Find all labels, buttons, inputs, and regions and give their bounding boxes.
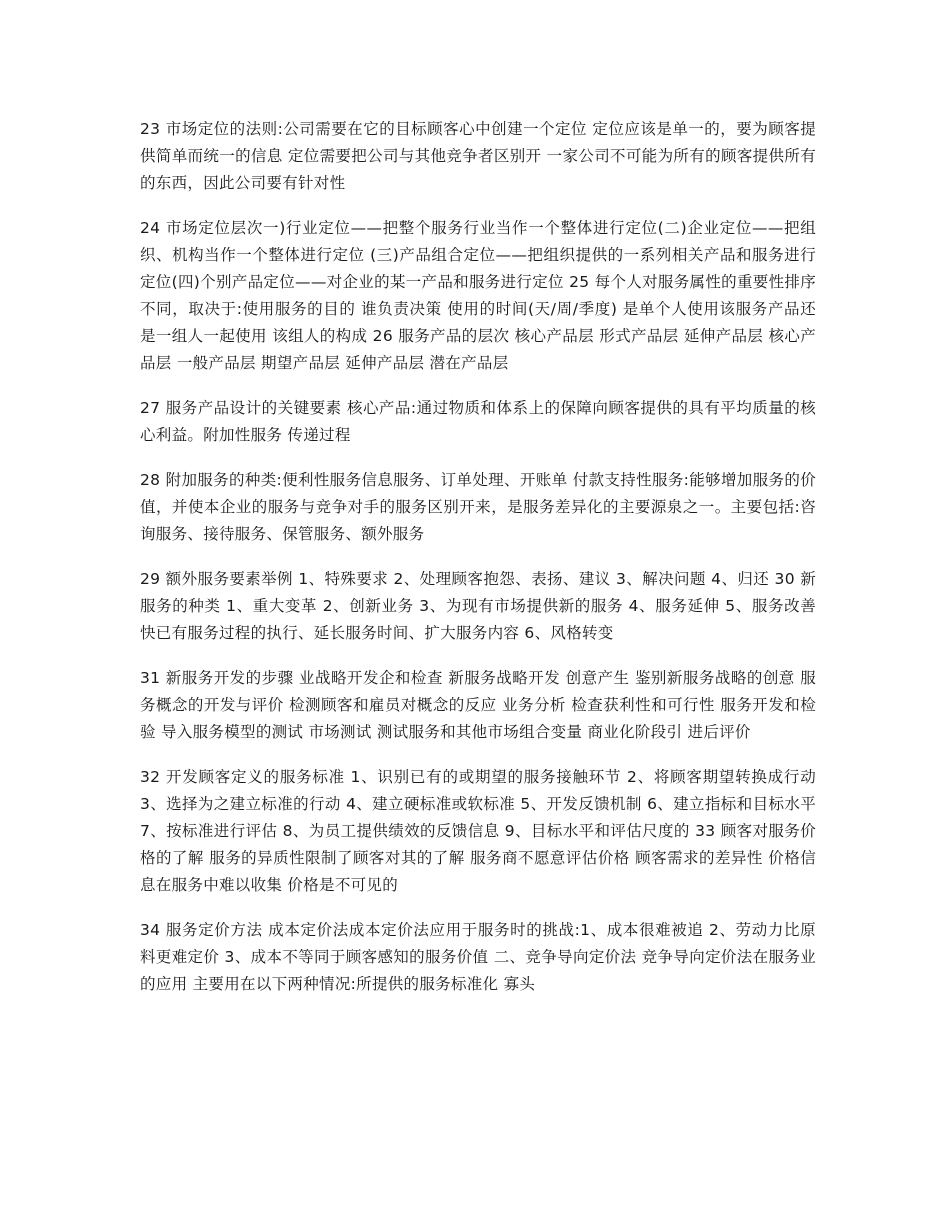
paragraph-29: 29 额外服务要素举例 1、特殊要求 2、处理顾客抱怨、表扬、建议 3、解决问题 4、归还 30 新服务的种类 1、重大变革 2、创新业务 3、为现有市场提供新的服务 4、服务延伸 5、服务改善快已有服务过程的执行、延长服务时间、扩大服务内容 6、风格转变 bbox=[140, 570, 816, 642]
paragraph-27: 27 服务产品设计的关键要素 核心产品:通过物质和体系上的保障向顾客提供的具有平均质量的核心利益。附加性服务 传递过程 bbox=[140, 399, 816, 444]
paragraph-24: 24 市场定位层次一)行业定位——把整个服务行业当作一个整体进行定位(二)企业定位——把组织、机构当作一个整体进行定位 (三)产品组合定位——把组织提供的一系列相关产品和服务进行定位(四)个别产品定位——对企业的某一产品和服务进行定位 25 每个人对服务属性的重要性排序不同，取决于:使用服务的目的 谁负责决策 使用的时间(天/周/季度) 是单个人使用该服务产品还是一组人一起使用 该组人的构成 26 服务产品的层次 核心产品层 形式产品层 延伸产品层 核心产品层 一般产品层 期望产品层 延伸产品层 潜在产品层 bbox=[140, 219, 816, 372]
paragraph-32: 32 开发顾客定义的服务标准 1、识别已有的或期望的服务接触环节 2、将顾客期望转换成行动 3、选择为之建立标准的行动 4、建立硬标准或软标准 5、开发反馈机制 6、建立指标和目标水平 7、按标准进行评估 8、为员工提供绩效的反馈信息 9、目标水平和评估尺度的 33 顾客对服务价格的了解 服务的异质性限制了顾客对其的了解 服务商不愿意评估价格 顾客需求的差异性 价格信息在服务中难以收集 价格是不可见的 bbox=[140, 768, 816, 894]
paragraph-23: 23 市场定位的法则:公司需要在它的目标顾客心中创建一个定位 定位应该是单一的，要为顾客提供简单而统一的信息 定位需要把公司与其他竞争者区别开 一家公司不可能为所有的顾客提供所有的东西，因此公司要有针对性 bbox=[140, 120, 816, 192]
paragraph-28: 28 附加服务的种类:便利性服务信息服务、订单处理、开账单 付款支持性服务:能够增加服务的价值，并使本企业的服务与竞争对手的服务区别开来，是服务差异化的主要源泉之一。主要包括:咨询服务、接待服务、保管服务、额外服务 bbox=[140, 471, 816, 543]
paragraph-31: 31 新服务开发的步骤 业战略开发企和检查 新服务战略开发 创意产生 鉴别新服务战略的创意 服务概念的开发与评价 检测顾客和雇员对概念的反应 业务分析 检查获利性和可行性 服务开发和检验 导入服务模型的测试 市场测试 测试服务和其他市场组合变量 商业化阶段引 进后评价 bbox=[140, 669, 816, 741]
paragraph-34: 34 服务定价方法 成本定价法成本定价法应用于服务时的挑战:1、成本很难被追 2、劳动力比原料更难定价 3、成本不等同于顾客感知的服务价值 二、竞争导向定价法 竞争导向定价法在服务业的应用 主要用在以下两种情况:所提供的服务标准化 寡头 bbox=[140, 921, 816, 993]
document-page bbox=[140, 116, 816, 1016]
